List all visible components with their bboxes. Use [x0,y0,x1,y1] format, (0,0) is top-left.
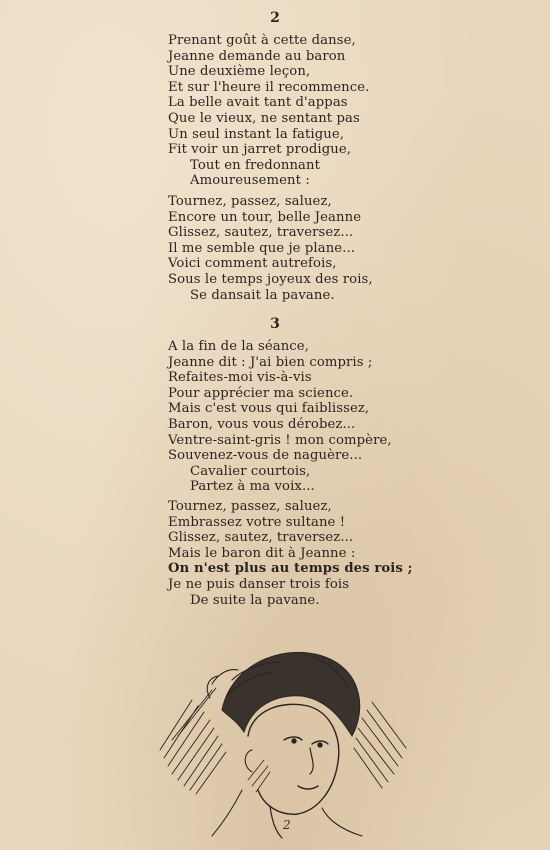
stanza-number-2: 2 [270,10,280,26]
refrain-line: Glissez, sautez, traversez... [168,225,354,241]
verse-line: Souvenez-vous de naguère... [168,448,363,464]
refrain-line: Il me semble que je plane... [168,240,356,256]
verse-line: Jeanne dit : J'ai bien compris ; [168,354,373,370]
verse-3 [168,339,392,495]
verse-2 [168,33,369,189]
verse-line: Que le vieux, ne sentant pas [168,110,360,126]
verse-line: Prenant goût à cette danse, [168,33,356,48]
verse-line: Mais c'est vous qui faiblissez, [168,401,370,417]
refrain-line: Encore un tour, belle Jeanne [168,209,362,225]
verse-line: Jeanne demande au baron [168,48,346,64]
refrain-line: Sous le temps joyeux des rois, [168,271,373,287]
verse-line: Pour apprécier ma science. [168,385,354,401]
refrain-line: Je ne puis danser trois fois [168,576,350,592]
refrain-2 [168,194,373,303]
verse-line: Partez à ma voix... [190,479,315,495]
verse-line: Fit voir un jarret prodigue, [168,142,352,158]
stanza-number-3: 3 [270,316,280,332]
verse-line: Baron, vous vous dérobez... [168,416,356,432]
verse-line: La belle avait tant d'appas [168,95,348,111]
refrain-line: Embrassez votre sultane ! [168,514,346,530]
refrain-line: Tournez, passez, saluez, [168,194,332,209]
verse-line: Refaites-moi vis-à-vis [168,370,312,386]
verse-line: Un seul instant la fatigue, [168,126,345,142]
verse-line: A la fin de la séance, [168,339,309,354]
verse-line: Et sur l'heure il recommence. [168,79,370,95]
verse-line: Amoureusement : [190,173,310,189]
refrain-3 [168,499,413,608]
woman-portrait-illustration [152,640,416,840]
refrain-line: Se dansait la pavane. [190,287,335,303]
verse-line: Cavalier courtois, [190,463,311,479]
refrain-line: De suite la pavane. [190,592,320,608]
verse-line: Ventre-saint-gris ! mon compère, [168,432,392,448]
refrain-line: Voici comment autrefois, [168,256,337,272]
verse-line: Une deuxième leçon, [168,64,311,80]
refrain-line: Mais le baron dit à Jeanne : [168,545,356,561]
artist-signature: 2 [283,818,291,832]
refrain-line: Glissez, sautez, traversez... [168,530,354,546]
verse-line: Tout en fredonnant [190,157,320,173]
refrain-line: On n'est plus au temps des rois ; [168,561,413,577]
refrain-line: Tournez, passez, saluez, [168,499,332,514]
